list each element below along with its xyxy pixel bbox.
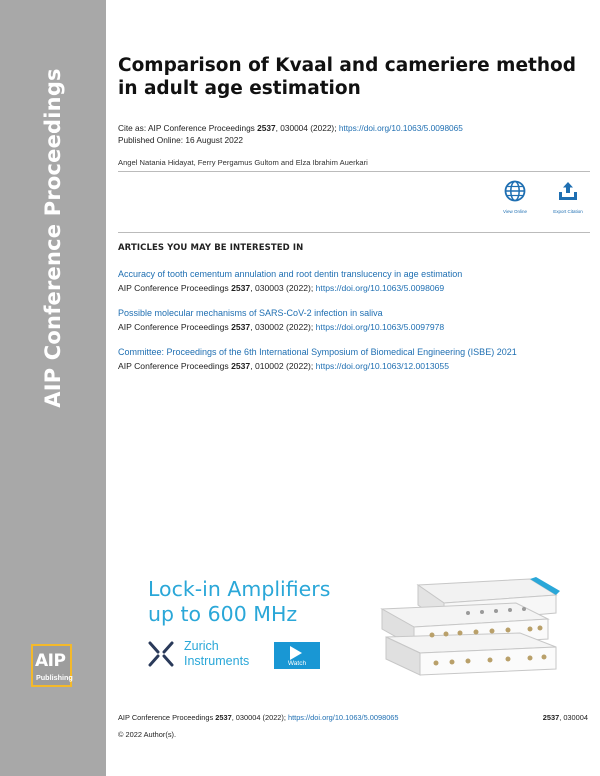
journal-volume: 2537 [231, 361, 251, 371]
footer-doi-link[interactable]: https://doi.org/10.1063/5.0098065 [287, 713, 399, 722]
divider-top [118, 171, 590, 172]
cite-volume: 2537 [257, 123, 276, 133]
zurich-instruments-x-icon [148, 641, 174, 667]
journal-issue: , 010002 (2022); [250, 361, 316, 371]
footer-volume: 2537 [215, 713, 232, 722]
footer-page-volume: 2537 [542, 713, 560, 722]
export-icon [557, 180, 579, 202]
journal-name: AIP Conference Proceedings [118, 361, 232, 371]
export-citation-button[interactable] [547, 180, 589, 214]
view-online-button[interactable] [494, 180, 536, 214]
cite-rest: , 030004 (2022); [275, 123, 339, 133]
journal-name: AIP Conference Proceedings [118, 322, 232, 332]
doi-link[interactable]: https://doi.org/10.1063/12.0013055 [315, 361, 449, 371]
ad-brand-line-1: Zurich [184, 639, 219, 653]
watch-label: Watch [287, 660, 307, 667]
aip-publishing-logo[interactable] [31, 644, 72, 687]
watch-button[interactable] [274, 642, 320, 669]
related-heading: ARTICLES YOU MAY BE INTERESTED IN [118, 243, 304, 253]
related-article [118, 307, 588, 333]
logo-text: AIP [35, 651, 66, 671]
journal-issue: , 030002 (2022); [250, 322, 316, 332]
lock-in-amplifier-image [380, 577, 580, 677]
logo-subtext: Publishing [36, 673, 73, 682]
related-article-meta [118, 360, 588, 372]
related-article-title[interactable]: Committee: Proceedings of the 6th International Symposium of Biomedical Engineering (ISBE) 2021 [118, 347, 517, 357]
export-citation-label: Export Citation [553, 209, 583, 214]
footer-page-number [543, 713, 588, 722]
journal-issue: , 030003 (2022); [250, 283, 316, 293]
published-date: Published Online: 16 August 2022 [118, 134, 244, 145]
footer-citation [118, 713, 399, 722]
sidebar [0, 0, 106, 776]
authors: Angel Natania Hidayat, Ferry Pergamus Gultom and Elza Ibrahim Auerkari [118, 158, 368, 167]
sidebar-title: AIP Conference Proceedings [41, 68, 65, 408]
ad-headline [148, 577, 330, 627]
doi-link[interactable]: https://doi.org/10.1063/5.0097978 [315, 322, 445, 332]
related-article-meta [118, 321, 588, 333]
related-article [118, 268, 588, 294]
doi-link[interactable]: https://doi.org/10.1063/5.0098069 [315, 283, 445, 293]
view-online-label: View Online [503, 209, 527, 214]
ad-line-1: Lock-in Amplifiers [148, 577, 331, 601]
cite-doi-link[interactable]: https://doi.org/10.1063/5.0098065 [338, 123, 463, 133]
related-article [118, 346, 588, 372]
related-article-title[interactable]: Possible molecular mechanisms of SARS-CoV-2 infection in saliva [118, 308, 383, 318]
journal-volume: 2537 [231, 322, 251, 332]
footer-journal: AIP Conference Proceedings [118, 713, 216, 722]
related-article-meta [118, 282, 588, 294]
advertisement-banner[interactable] [118, 563, 590, 683]
ad-line-2: up to 600 MHz [148, 602, 298, 626]
divider-mid [118, 232, 590, 233]
article-title: Comparison of Kvaal and cameriere method in adult age estimation [118, 55, 576, 99]
related-article-title[interactable]: Accuracy of tooth cementum annulation and root dentin translucency in age estimation [118, 269, 463, 279]
play-icon [290, 646, 302, 660]
ad-brand-name [184, 639, 249, 669]
cite-prefix: Cite as: AIP Conference Proceedings [118, 123, 258, 133]
ad-brand-line-2: Instruments [184, 654, 250, 668]
footer-issue: , 030004 (2022); [231, 713, 288, 722]
citation-block [118, 123, 463, 146]
journal-name: AIP Conference Proceedings [118, 283, 232, 293]
footer-copyright: © 2022 Author(s). [118, 730, 177, 739]
footer-page-id: , 030004 [559, 713, 588, 722]
globe-icon [504, 180, 526, 202]
cite-line [118, 123, 463, 135]
journal-volume: 2537 [231, 283, 251, 293]
